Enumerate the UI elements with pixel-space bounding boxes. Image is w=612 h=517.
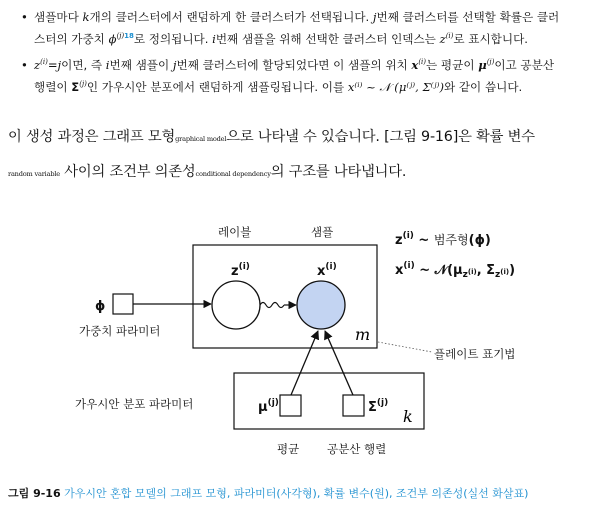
eq-x-gaussian: $x^{(i)}$ ~ $𝒩(\mu_z^{(i)}$, $\Sigma_z^{(i)}$): [395, 261, 516, 280]
z-node: [212, 281, 260, 329]
gloss: graphical model: [175, 135, 227, 143]
covariance-label: 공분산 행렬: [327, 442, 387, 456]
mu-node-label: $\mu^{(j)}$: [258, 398, 279, 415]
phi-label: 가중치 파라미터: [79, 324, 161, 338]
mu-node: [280, 395, 301, 416]
z-node-label: $z^{(i)}$: [231, 262, 250, 279]
figure-caption: [8, 485, 528, 501]
formula: x⁽ⁱ⁾ ~ 𝒩 (μ⁽ʲ⁾, Σ⁽ʲ⁾): [347, 80, 444, 94]
gloss: random variable: [8, 170, 60, 178]
sigma-node: [343, 395, 364, 416]
sample-label: 샘플: [311, 225, 334, 239]
plate-k-label: k: [403, 407, 413, 426]
plate-note-label: 플레이트 표기법: [434, 347, 516, 361]
gaussian-param-label: 가우시안 분포 파라미터: [75, 397, 194, 411]
bullet-item-1: • 샘플마다 k개의 클러스터에서 랜덤하게 한 클러스터가 선택됩니다. j번째 클러스터를 선택할 확률은 클러 스터의 가중치 ϕ$^{(j)18}$로 정의됩니다. i번째 샘플을 위해 선택한 클러스터 인덱스는 $z^{(i)}$로 표시합니다.: [20, 6, 605, 50]
caption-label: 그림 9-16: [8, 487, 61, 500]
gloss: conditional dependency: [195, 170, 271, 178]
x-node: [297, 281, 345, 329]
bullet-dot: •: [21, 10, 28, 24]
eq-z-categorical: $z^{(i)}$ ~ 범주형(ϕ): [395, 231, 491, 248]
phi-symbol: ϕ: [95, 299, 106, 314]
label-label: 레이블: [218, 225, 252, 239]
plate-m-label: m: [355, 325, 371, 344]
caption-text: 가우시안 혼합 모델의 그래프 모형, 파라미터(사각형), 확률 변수(원), 조건부 의존성(실선 화살표): [60, 487, 529, 500]
mean-label: 평균: [277, 442, 300, 456]
sigma-node-label: $\Sigma^{(j)}$: [368, 398, 389, 415]
x-node-label: $x^{(i)}$: [317, 262, 337, 279]
plate-note-pointer: [378, 342, 432, 352]
body-paragraph: 이 생성 과정은 그래프 모형graphical model으로 나타낼 수 있습니다. [그림 9-16]은 확률 변수 random variable 사이의 조건부 의존성conditional dependency의 구조를 나타냅니다.: [8, 129, 535, 180]
edge-mu-to-x: [291, 331, 318, 395]
squiggle-edge: [260, 303, 284, 308]
bullet-dot: •: [21, 58, 28, 72]
bullet-item-2: • $z^{(i)}=j$이면, 즉 i번째 샘플이 j번째 클러스터에 할당되었다면 이 샘플의 위치 $x^{(i)}$는 평균이 $\mu^{(j)}$이고 공분산 행렬이 $\Sigma^{(j)}$인 가우시안 분포에서 랜덤하게 샘플링됩니다. 이를 x⁽ⁱ⁾ ~ 𝒩 (μ⁽ʲ⁾, Σ⁽ʲ⁾)와 같이 씁니다.: [20, 54, 605, 98]
phi-node: [113, 294, 133, 314]
footnote-ref[interactable]: 18: [124, 32, 134, 41]
edge-sigma-to-x: [325, 331, 353, 395]
